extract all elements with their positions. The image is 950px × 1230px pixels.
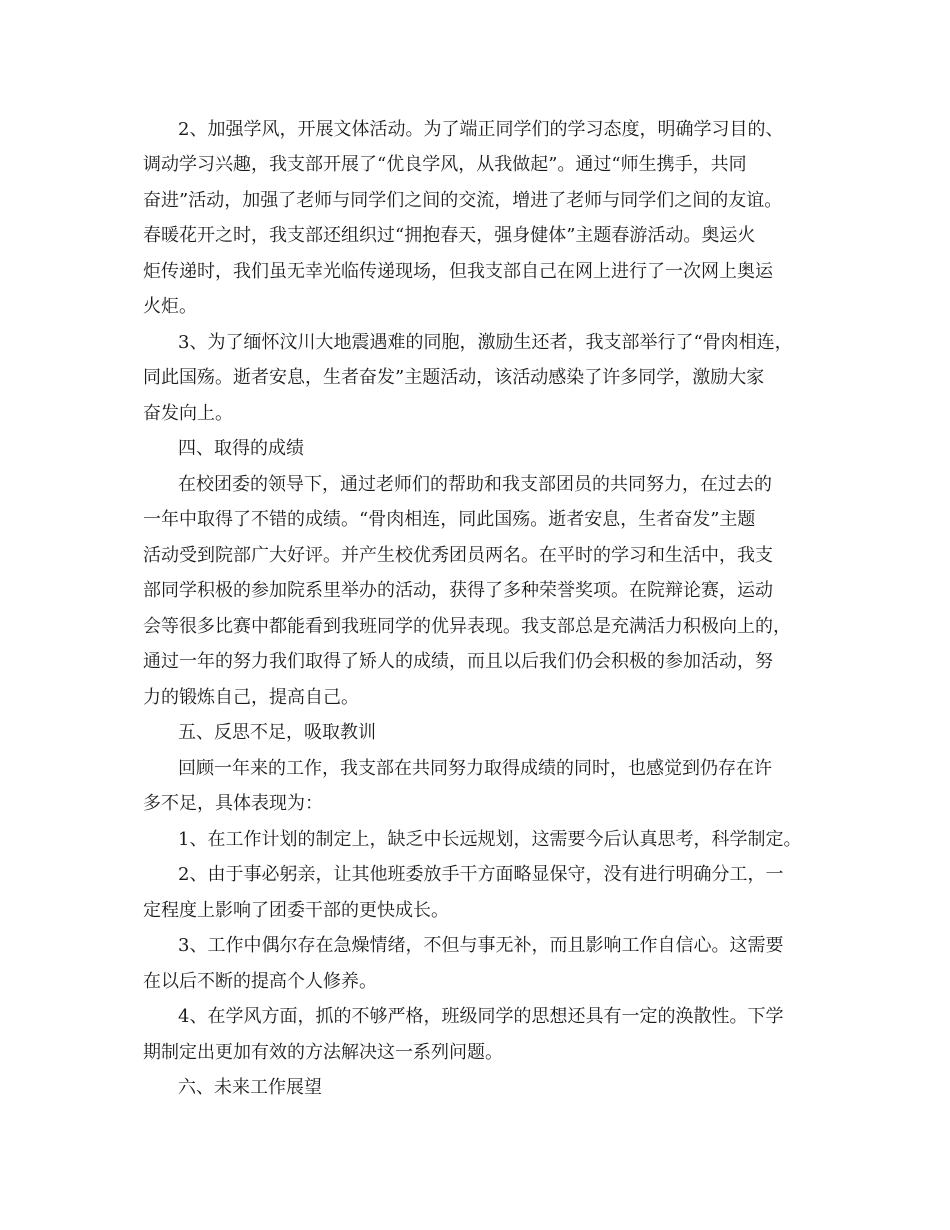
- paragraph-line: 会等很多比赛中都能看到我班同学的优异表现。我支部总是充满活力积极向上的，: [143, 616, 791, 637]
- list-item: 1、在工作计划的制定上，缺乏中长远规划，这需要今后认真思考，科学制定。: [178, 829, 802, 850]
- paragraph-line: 炬传递时，我们虽无幸光临传递现场，但我支部自己在网上进行了一次网上奥运: [143, 261, 773, 282]
- section-heading: 五、反思不足，吸取教训: [178, 722, 376, 743]
- paragraph-line: 调动学习兴趣，我支部开展了“优良学风，从我做起”。通过“师生携手，共同: [143, 154, 747, 175]
- list-item: 4、在学风方面，抓的不够严格，班级同学的思想还具有一定的涣散性。下学: [178, 1006, 784, 1027]
- paragraph-line: 奋进”活动，加强了老师与同学们之间的交流，增进了老师与同学们之间的友谊。: [143, 190, 783, 211]
- paragraph-line: 3、为了缅怀汶川大地震遇难的同胞，激励生还者，我支部举行了“骨肉相连，: [178, 332, 793, 353]
- paragraph-line: 奋发向上。: [143, 403, 233, 424]
- paragraph-line: 期制定出更加有效的方法解决这一系列问题。: [143, 1042, 503, 1063]
- paragraph-line: 火炬。: [143, 296, 197, 317]
- list-item: 3、工作中偶尔存在急燥情绪，不但与事无补，而且影响工作自信心。这需要: [178, 935, 784, 956]
- paragraph-line: 定程度上影响了团委干部的更快成长。: [143, 900, 449, 921]
- paragraph-line: 一年中取得了不错的成绩。“骨肉相连，同此国殇。逝者安息，生者奋发”主题: [143, 509, 756, 530]
- list-item: 2、由于事必躬亲，让其他班委放手干方面略显保守，没有进行明确分工，一: [178, 864, 784, 885]
- paragraph-line: 同此国殇。逝者安息，生者奋发”主题活动，该活动感染了许多同学，激励大家: [143, 367, 765, 388]
- section-heading: 六、未来工作展望: [178, 1077, 322, 1098]
- paragraph-line: 通过一年的努力我们取得了矫人的成绩，而且以后我们仍会积极的参加活动，努: [143, 651, 773, 672]
- paragraph-line: 在以后不断的提高个人修养。: [143, 971, 377, 992]
- paragraph-line: 在校团委的领导下，通过老师们的帮助和我支部团员的共同努力，在过去的: [178, 474, 772, 495]
- paragraph-line: 多不足，具体表现为：: [143, 793, 323, 814]
- paragraph-line: 部同学积极的参加院系里举办的活动，获得了多种荣誉奖项。在院辩论赛，运动: [143, 580, 773, 601]
- paragraph-line: 春暖花开之时，我支部还组织过“拥抱春天，强身健体”主题春游活动。奥运火: [143, 225, 756, 246]
- section-heading: 四、取得的成绩: [178, 438, 304, 459]
- paragraph-line: 活动受到院部广大好评。并产生校优秀团员两名。在平时的学习和生活中，我支: [143, 545, 773, 566]
- paragraph-line: 回顾一年来的工作，我支部在共同努力取得成绩的同时，也感觉到仍存在许: [178, 758, 772, 779]
- paragraph-line: 力的锻炼自己，提高自己。: [143, 687, 359, 708]
- paragraph-line: 2、加强学风，开展文体活动。为了端正同学们的学习态度，明确学习目的、: [178, 119, 784, 140]
